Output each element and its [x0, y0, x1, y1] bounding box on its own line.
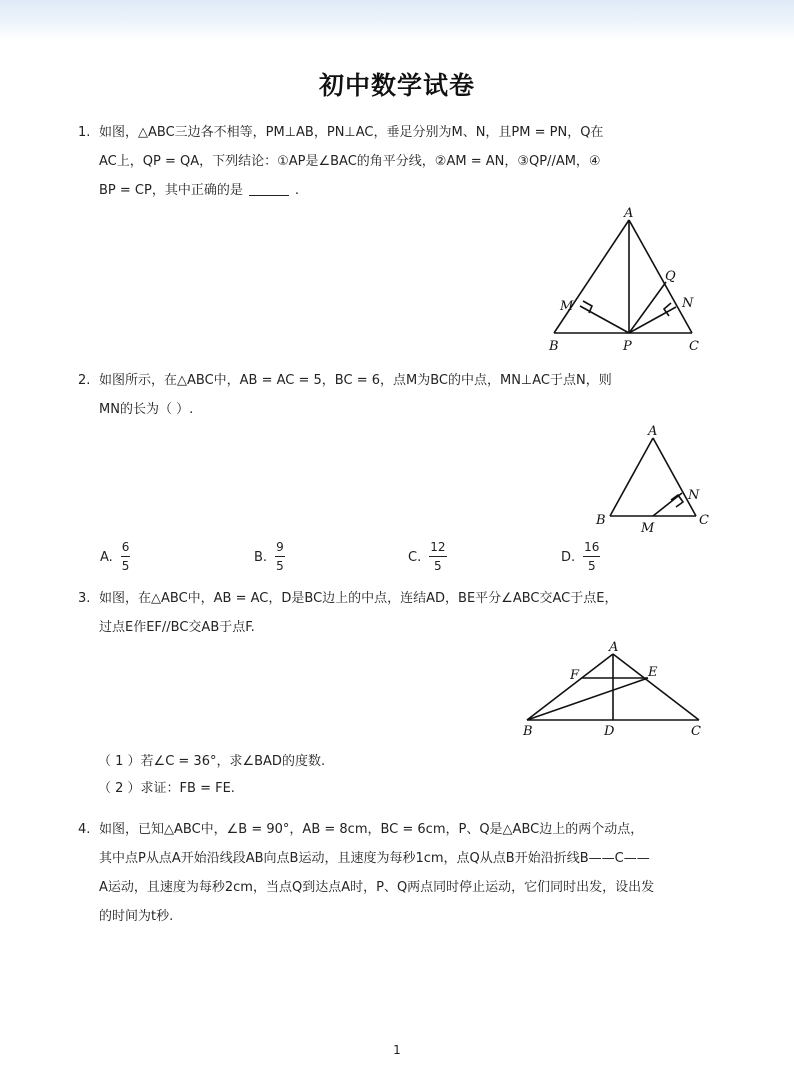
answer-blank[interactable]: [249, 181, 289, 196]
fraction-numerator: 6: [121, 540, 131, 557]
label-m: M: [641, 521, 655, 536]
question-3-part-2: （ 2 ）求证：FB = FE.: [98, 781, 235, 796]
question-number: 4.: [78, 822, 91, 837]
question-1-line-3a: BP = CP，其中正确的是: [99, 183, 243, 198]
option-d[interactable]: [561, 540, 600, 574]
question-1-line-3b: .: [294, 183, 299, 198]
label-a: A: [624, 206, 634, 221]
question-1: [78, 118, 708, 205]
segment-ab: [610, 438, 653, 516]
fraction-denominator: 5: [587, 559, 596, 573]
question-2-line-1: 如图所示，在△ABC中，AB = AC = 5，BC = 6，点M为BC的中点，MN⊥AC于点N，则: [99, 373, 612, 388]
question-number: 1.: [78, 125, 91, 140]
segment-pm: [580, 306, 629, 333]
page-number: 1: [393, 1043, 401, 1057]
question-3-part-1: （ 1 ）若∠C = 36°，求∠BAD的度数.: [98, 754, 326, 769]
option-label: C.: [408, 549, 422, 565]
option-label: D.: [561, 549, 576, 565]
option-b[interactable]: [254, 540, 285, 574]
question-4: [78, 815, 708, 931]
label-b: B: [523, 724, 533, 739]
option-fraction: [121, 540, 131, 574]
label-a: A: [609, 640, 619, 655]
option-fraction: [275, 540, 285, 574]
segment-ab: [527, 654, 613, 720]
label-n: N: [688, 488, 700, 503]
segment-ab: [554, 220, 629, 333]
page-title: 初中数学试卷: [318, 71, 475, 100]
label-a: A: [648, 424, 658, 439]
label-d: D: [604, 724, 615, 739]
label-q: Q: [665, 269, 676, 284]
question-number: 3.: [78, 591, 91, 606]
segment-pq: [629, 282, 666, 333]
question-4-line-3: A运动，且速度为每秒2cm，当点Q到达点A时，P、Q两点同时停止运动，它们同时出发，设出发: [99, 880, 655, 895]
label-p: P: [623, 339, 632, 354]
question-3: [78, 584, 708, 642]
segment-pn: [629, 307, 676, 333]
option-c[interactable]: [408, 540, 447, 574]
question-4-line-2: 其中点P从点A开始沿线段AB向点B运动，且速度为每秒1cm，点Q从点B开始沿折线B——C——: [99, 851, 650, 866]
question-3-line-2: 过点E作EF//BC交AB于点F.: [99, 620, 255, 635]
question-3-line-1: 如图，在△ABC中，AB = AC，D是BC边上的中点，连结AD，BE平分∠ABC交AC于点E，: [99, 591, 618, 606]
label-c: C: [691, 724, 701, 739]
fraction-numerator: 16: [583, 540, 600, 557]
segment-ac: [653, 438, 696, 516]
fraction-numerator: 12: [429, 540, 446, 557]
question-1-line-2: AC上，QP = QA，下列结论：①AP是∠BAC的角平分线，②AM = AN，③QP//AM，④: [99, 154, 601, 169]
option-label: A.: [100, 549, 113, 565]
question-4-line-1: 如图，已知△ABC中，∠B = 90°，AB = 8cm，BC = 6cm，P、Q是△ABC边上的两个动点，: [99, 822, 644, 837]
label-c: C: [699, 513, 709, 528]
option-label: B.: [254, 549, 268, 565]
header-band: [0, 0, 794, 40]
question-1-line-1: 如图，△ABC三边各不相等，PM⊥AB，PN⊥AC，垂足分别为M、N，且PM = PN，Q在: [99, 125, 604, 140]
option-fraction: [583, 540, 600, 574]
question-4-line-4: 的时间为t秒.: [99, 909, 174, 924]
segment-be: [527, 678, 648, 720]
segment-mn: [653, 493, 682, 516]
figure-q3: [515, 636, 715, 742]
question-number: 2.: [78, 373, 91, 388]
figure-q1: [540, 200, 710, 360]
label-f: F: [570, 668, 580, 683]
label-c: C: [689, 339, 699, 354]
label-b: B: [549, 339, 559, 354]
fraction-denominator: 5: [121, 559, 130, 573]
option-a[interactable]: [100, 540, 130, 574]
question-2: [78, 366, 708, 424]
fraction-denominator: 5: [276, 559, 284, 573]
fraction-denominator: 5: [434, 559, 442, 573]
label-b: B: [596, 513, 606, 528]
segment-ac: [613, 654, 699, 720]
label-m: M: [560, 299, 574, 314]
label-e: E: [648, 665, 658, 680]
option-fraction: [429, 540, 446, 574]
question-2-line-2: MN的长为（ ）.: [99, 402, 194, 417]
fraction-numerator: 9: [275, 540, 285, 557]
figure-q2: [590, 420, 720, 538]
label-n: N: [682, 296, 694, 311]
